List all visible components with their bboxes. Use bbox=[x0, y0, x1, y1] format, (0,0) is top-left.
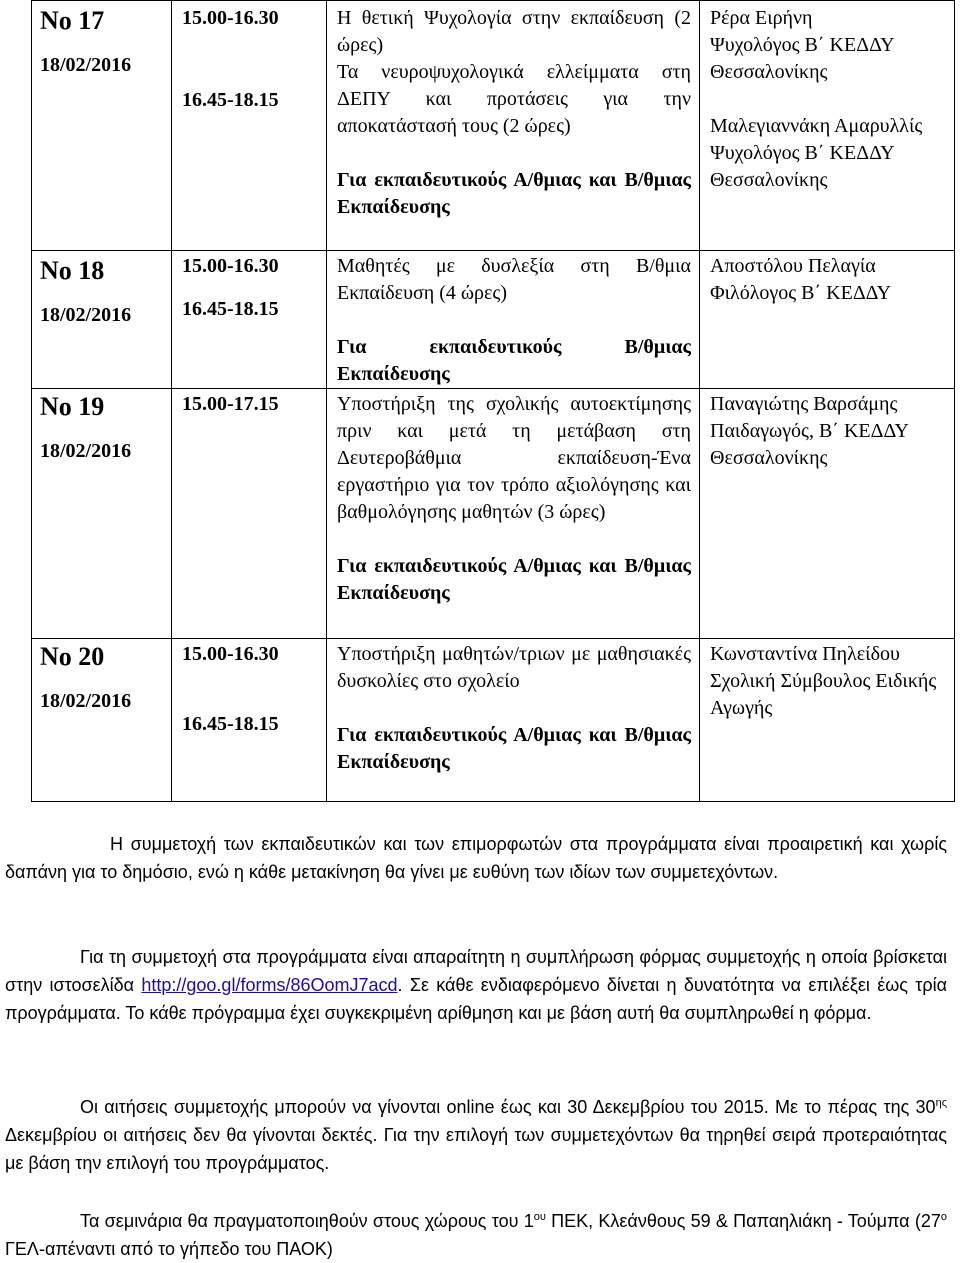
deadline-text: Οι αιτήσεις συμμετοχής μπορούν να γίνονται online έως και 30 Δεκεμβρίου του 2015. Με το πέρας της 30 bbox=[80, 1097, 936, 1117]
audience-text: Για εκπαιδευτικούς Α/θμιας και Β/θμιας Εκπαίδευσης bbox=[337, 169, 691, 218]
program-number-cell bbox=[32, 389, 172, 639]
time-cell bbox=[172, 1, 327, 251]
time-slot: 16.45-18.15 bbox=[182, 298, 279, 320]
program-number-cell bbox=[32, 1, 172, 251]
time-slot: 16.45-18.15 bbox=[182, 89, 279, 111]
audience-text: Για εκπαιδευτικούς Α/θμιας και Β/θμιας Εκπαίδευσης bbox=[337, 555, 691, 604]
topic-text: Τα νευροψυχολογικά ελλείμματα στη ΔΕΠΥ και προτάσεις για την αποκατάστασή τους (2 ώρες) bbox=[337, 61, 691, 137]
speaker-cell bbox=[700, 389, 955, 639]
speaker-role: Παιδαγωγός, Β΄ ΚΕΔΔΥ Θεσσαλονίκης bbox=[710, 420, 909, 469]
venue-text: Τα σεμινάρια θα πραγματοποιηθούν στους χώρους του 1 bbox=[80, 1211, 534, 1231]
program-date: 18/02/2016 bbox=[40, 54, 132, 76]
time-slot: 15.00-16.30 bbox=[182, 643, 279, 665]
topic-cell bbox=[327, 251, 700, 389]
program-date: 18/02/2016 bbox=[40, 690, 132, 712]
registration-text: Για τη συμμετοχή στα προγράμματα είναι απαραίτητη η συμπλήρωση φόρμας συμμετοχής η οποία βρίσκεται στην ιστοσελίδα bbox=[5, 947, 947, 995]
program-number: Νο 18 bbox=[40, 256, 105, 285]
topic-cell bbox=[327, 389, 700, 639]
speaker-name: Αποστόλου Πελαγία bbox=[710, 255, 876, 277]
deadline-text-cont: Δεκεμβρίου οι αιτήσεις δεν θα γίνονται δεκτές. Για την επιλογή των συμμετεχόντων θα τηρηθεί σειρά προτεραιότητας με βάση την επιλογή του προγράμματος. bbox=[5, 1125, 947, 1173]
venue-text-cont: ΠΕΚ, Κλεάνθους 59 & Παπαηλιάκη - Τούμπα (27 bbox=[545, 1211, 941, 1231]
time-slot: 15.00-16.30 bbox=[182, 7, 279, 29]
program-number: Νο 20 bbox=[40, 642, 105, 671]
topic-text: Μαθητές με δυσλεξία στη Β/θμια Εκπαίδευση (4 ώρες) bbox=[337, 255, 691, 304]
deadline-note bbox=[5, 1093, 947, 1177]
topic-text: Υποστήριξη της σχολικής αυτοεκτίμησης πριν και μετά τη μετάβαση στη Δευτεροβάθμια εκπαίδευση-Ένα εργαστήριο για τον τρόπο αξιολόγησης και βαθμολόγησης μαθητών (3 ώρες) bbox=[337, 393, 691, 523]
topic-text: Υποστήριξη μαθητών/τριων με μαθησιακές δυσκολίες στο σχολείο bbox=[337, 643, 691, 692]
audience-text: Για εκπαιδευτικούς Α/θμιας και Β/θμιας Εκπαίδευσης bbox=[337, 724, 691, 773]
speaker-cell bbox=[700, 639, 955, 802]
time-cell bbox=[172, 639, 327, 802]
speaker-role: Ψυχολόγος Β΄ ΚΕΔΔΥ Θεσσαλονίκης bbox=[710, 34, 894, 83]
program-number: Νο 19 bbox=[40, 392, 105, 421]
program-date: 18/02/2016 bbox=[40, 440, 132, 462]
speaker-cell bbox=[700, 251, 955, 389]
ordinal-suffix: ου bbox=[533, 1211, 546, 1223]
topic-text: Η θετική Ψυχολογία στην εκπαίδευση (2 ώρες) bbox=[337, 7, 691, 56]
topic-cell bbox=[327, 639, 700, 802]
participation-note bbox=[5, 830, 947, 886]
speaker-cell bbox=[700, 1, 955, 251]
table-row bbox=[32, 639, 955, 802]
program-number: Νο 17 bbox=[40, 6, 105, 35]
speaker-role: Σχολική Σύμβουλος Ειδικής Αγωγής bbox=[710, 670, 937, 719]
speaker-name: Ρέρα Ειρήνη bbox=[710, 7, 813, 29]
speaker-role: Φιλόλογος Β΄ ΚΕΔΔΥ bbox=[710, 282, 892, 304]
audience-text: Για εκπαιδευτικούς Β/θμιας Εκπαίδευσης bbox=[337, 336, 691, 385]
table-row bbox=[32, 1, 955, 251]
table-row bbox=[32, 389, 955, 639]
registration-form-link[interactable]: http://goo.gl/forms/86OomJ7acd bbox=[141, 975, 398, 995]
registration-note bbox=[5, 943, 947, 1027]
program-number-cell bbox=[32, 251, 172, 389]
topic-cell bbox=[327, 1, 700, 251]
time-slot: 15.00-16.30 bbox=[182, 255, 279, 277]
time-cell bbox=[172, 389, 327, 639]
participation-text: Η συμμετοχή των εκπαιδευτικών και των επιμορφωτών στα προγράμματα είναι προαιρετική και χωρίς δαπάνη για το δημόσιο, ενώ η κάθε μετακίνηση θα γίνει με ευθύνη των ιδίων των συμμετεχόντων. bbox=[5, 834, 947, 882]
program-number-cell bbox=[32, 639, 172, 802]
table-row bbox=[32, 251, 955, 389]
venue-text-end: ΓΕΛ-απέναντι από το γήπεδο του ΠΑΟΚ) bbox=[5, 1239, 333, 1259]
speaker-name: Μαλεγιαννάκη Αμαρυλλίς bbox=[710, 115, 923, 137]
registration-text-cont: . Σε κάθε ενδιαφερόμενο δίνεται η δυνατότητα να επιλέξει έως τρία προγράμματα. Το κάθε πρόγραμμα έχει συγκεκριμένη αρίθμηση και με βάση αυτή θα συμπληρωθεί η φόρμα. bbox=[5, 975, 948, 1023]
speaker-role: Ψυχολόγος Β΄ ΚΕΔΔΥ Θεσσαλονίκης bbox=[710, 142, 894, 191]
time-slot: 16.45-18.15 bbox=[182, 713, 279, 735]
venue-note bbox=[5, 1207, 947, 1263]
ordinal-suffix: ης bbox=[935, 1097, 947, 1109]
schedule-table bbox=[31, 0, 955, 802]
program-date: 18/02/2016 bbox=[40, 304, 132, 326]
speaker-name: Κωνσταντίνα Πηλείδου bbox=[710, 643, 900, 665]
time-slot: 15.00-17.15 bbox=[182, 393, 279, 415]
time-cell bbox=[172, 251, 327, 389]
ordinal-suffix: ο bbox=[940, 1211, 947, 1223]
speaker-name: Παναγιώτης Βαρσάμης bbox=[710, 393, 898, 415]
